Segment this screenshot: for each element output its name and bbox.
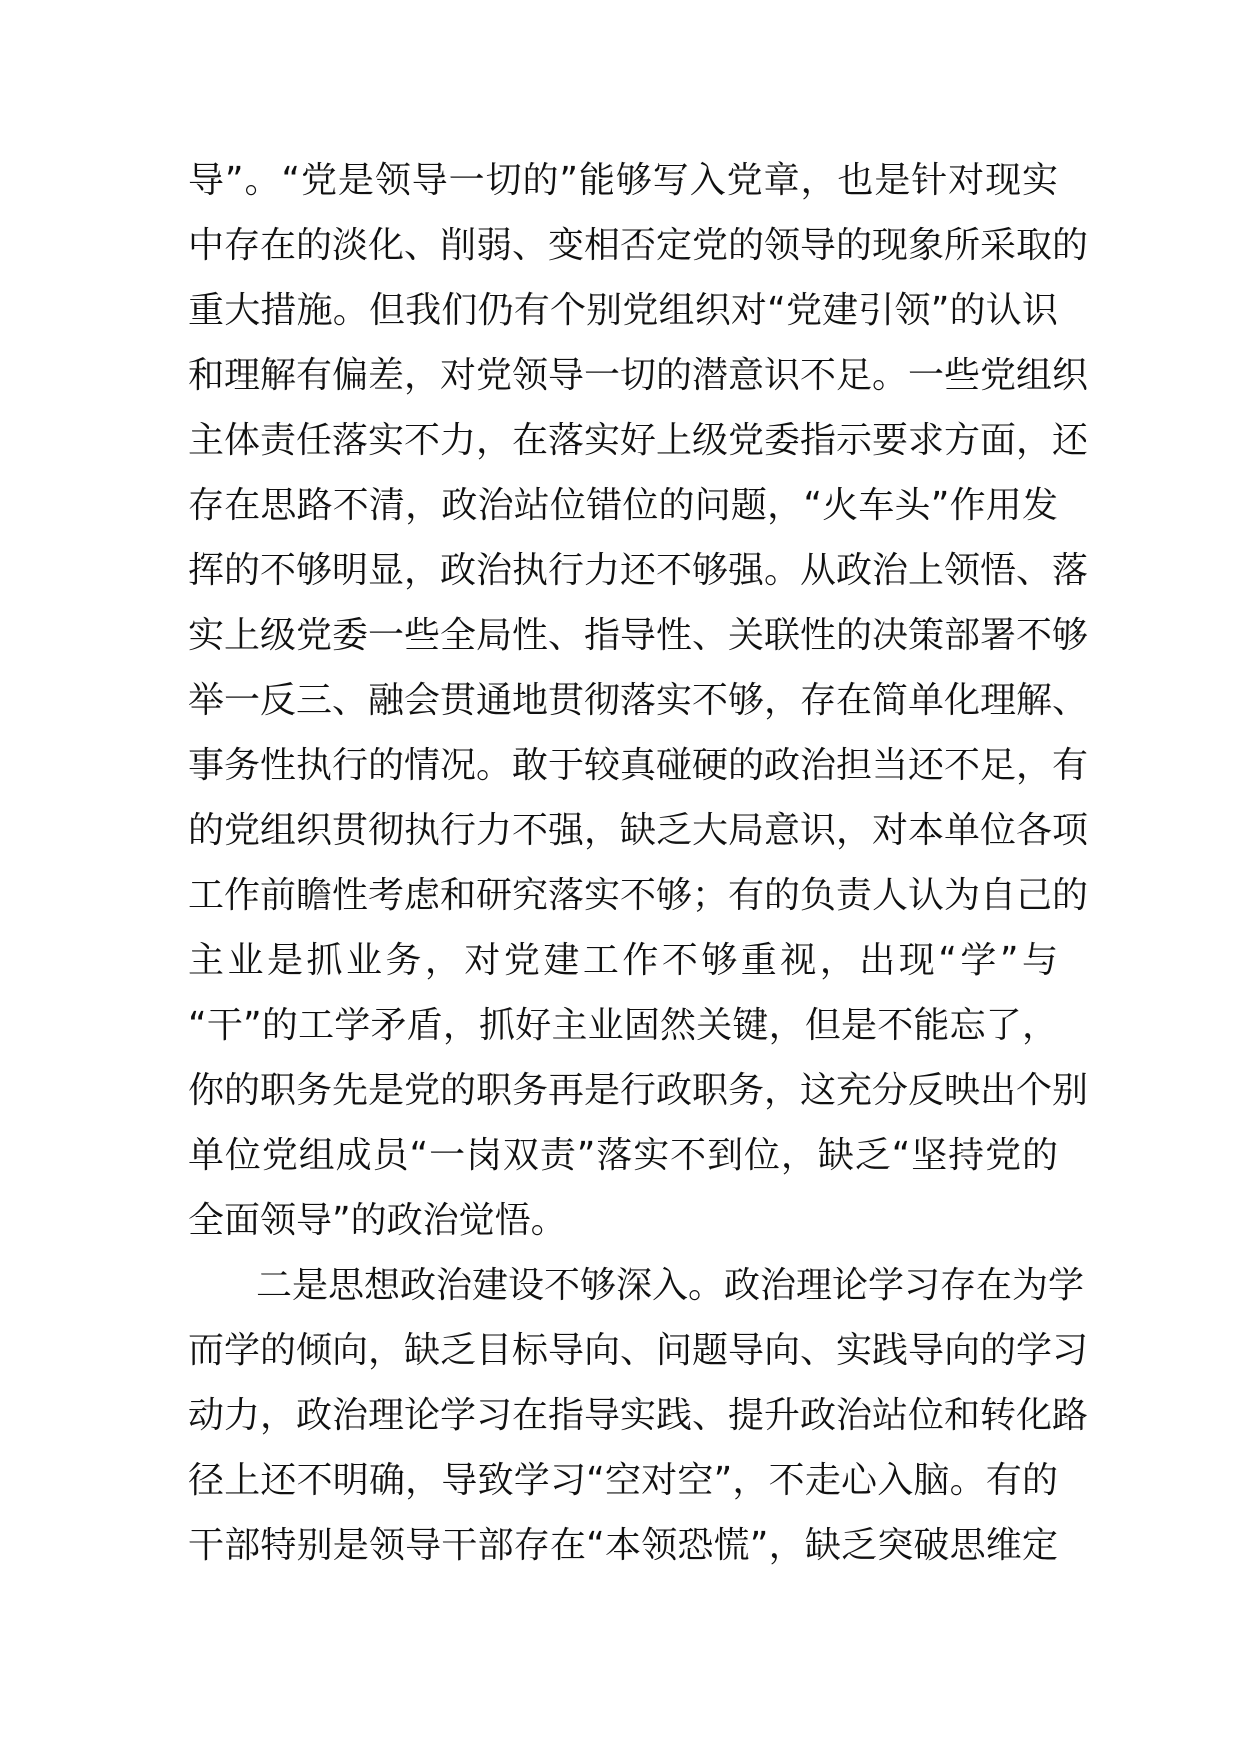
text-line: 二是思想政治建设不够深入。政治理论学习存在为学: [256, 1265, 1085, 1306]
text-line: 挥的不够明显，政治执行力还不够强。从政治上领悟、落: [188, 550, 1089, 591]
text-line: 的党组织贯彻执行力不强，缺乏大局意识，对本单位各项: [188, 810, 1089, 851]
text-line: 中存在的淡化、削弱、变相否定党的领导的现象所采取的: [188, 225, 1089, 266]
text-line: 事务性执行的情况。敢于较真碰硬的政治担当还不足，有: [188, 745, 1089, 786]
text-line: 实上级党委一些全局性、指导性、关联性的决策部署不够: [188, 615, 1089, 656]
text-line: 径上还不明确，导致学习“空对空”，不走心入脑。有的: [188, 1460, 1058, 1501]
text-line: 主体责任落实不力，在落实好上级党委指示要求方面，还: [188, 420, 1089, 461]
text-line: 你的职务先是党的职务再是行政职务，这充分反映出个别: [188, 1070, 1089, 1111]
body-text: [188, 148, 1089, 1578]
text-line: 工作前瞻性考虑和研究落实不够；有的负责人认为自己的: [188, 875, 1089, 916]
text-line: 举一反三、融会贯通地贯彻落实不够，存在简单化理解、: [188, 680, 1089, 721]
text-line: 单位党组成员“一岗双责”落实不到位，缺乏“坚持党的: [188, 1135, 1058, 1176]
text-line: 全面领导”的政治觉悟。: [188, 1200, 567, 1241]
text-line: 和理解有偏差，对党领导一切的潜意识不足。一些党组织: [188, 355, 1089, 396]
text-line: 主业是抓业务，对党建工作不够重视，出现“学”与: [188, 940, 1058, 981]
paragraph-1: [188, 148, 1089, 1253]
text-line: 导”。“党是领导一切的”能够写入党章，也是针对现实: [188, 160, 1058, 201]
text-line: “干”的工学矛盾，抓好主业固然关键，但是不能忘了，: [188, 1005, 1058, 1046]
paragraph-2: [188, 1253, 1089, 1578]
text-line: 而学的倾向，缺乏目标导向、问题导向、实践导向的学习: [188, 1330, 1089, 1371]
text-line: 重大措施。但我们仍有个别党组织对“党建引领”的认识: [188, 290, 1058, 331]
text-line: 存在思路不清，政治站位错位的问题，“火车头”作用发: [188, 485, 1058, 526]
text-line: 干部特别是领导干部存在“本领恐慌”，缺乏突破思维定: [188, 1525, 1058, 1566]
text-line: 动力，政治理论学习在指导实践、提升政治站位和转化路: [188, 1395, 1089, 1436]
